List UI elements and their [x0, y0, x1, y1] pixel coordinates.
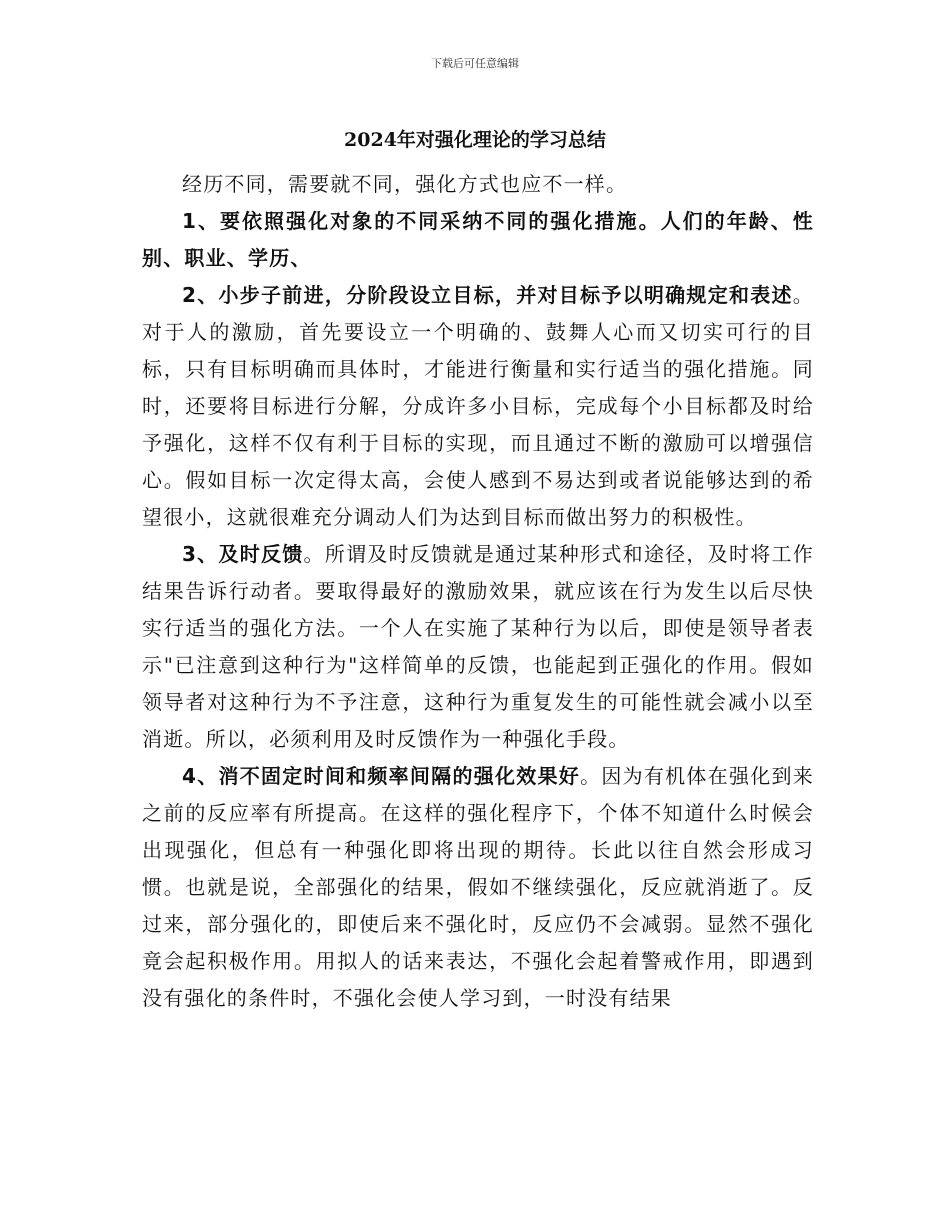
paragraph-2-body: 。对于人的激励，首先要设立一个明确的、鼓舞人心而又切实可行的目标，只有目标明确而具体时，才能进行衡量和实行适当的强化措施。同时，还要将目标进行分解，分成许多小目标，完成每个小目标都及时给予强化，这样不仅有利于目标的实现，而且通过不断的激励可以增强信心。假如目标一次定得太高，会使人感到不易达到或者说能够达到的希望很小，这就很难充分调动人们为达到目标而做出努力的积极性。 — [142, 283, 814, 529]
document-body — [142, 166, 814, 1017]
paragraph-1 — [142, 203, 814, 277]
paragraph-4-body: 。因为有机体在强化到来之前的反应率有所提高。在这样的强化程序下，个体不知道什么时候会出现强化，但总有一种强化即将出现的期待。长此以往自然会形成习惯。也就是说，全部强化的结果，假如不继续强化，反应就消逝了。反过来，部分强化的，即使后来不强化时，反应仍不会减弱。显然不强化竟会起积极作用。用拟人的话来表达，不强化会起着警戒作用，即遇到没有强化的条件时，不强化会使人学习到，一时没有结果 — [142, 764, 814, 1010]
paragraph-3 — [142, 536, 814, 758]
paragraph-4-lead: 4、消不固定时间和频率间隔的强化效果好 — [182, 764, 581, 788]
page-header-note: 下载后可任意编辑 — [431, 57, 519, 70]
paragraph-3-body: 。所谓及时反馈就是通过某种形式和途径，及时将工作结果告诉行动者。要取得最好的激励效果，就应该在行为发生以后尽快实行适当的强化方法。一个人在实施了某种行为以后，即使是领导者表示"已注意到这种行为"这样简单的反馈，也能起到正强化的作用。假如领导者对这种行为不予注意，这种行为重复发生的可能性就会减小以至消逝。所以，必须利用及时反馈作为一种强化手段。 — [142, 542, 814, 751]
paragraph-4 — [142, 758, 814, 1017]
paragraph-3-lead: 3、及时反馈 — [182, 542, 304, 566]
document-title: 2024年对强化理论的学习总结 — [344, 129, 606, 151]
intro-paragraph: 经历不同，需要就不同，强化方式也应不一样。 — [182, 172, 628, 196]
paragraph-1-lead: 1、要依照强化对象的不同采纳不同的强化措施。人们的年龄、性别、职业、学历、 — [142, 209, 814, 270]
paragraph-2 — [142, 277, 814, 536]
paragraph-2-lead: 2、小步子前进，分阶段设立目标，并对目标予以明确规定和表述 — [182, 283, 793, 307]
